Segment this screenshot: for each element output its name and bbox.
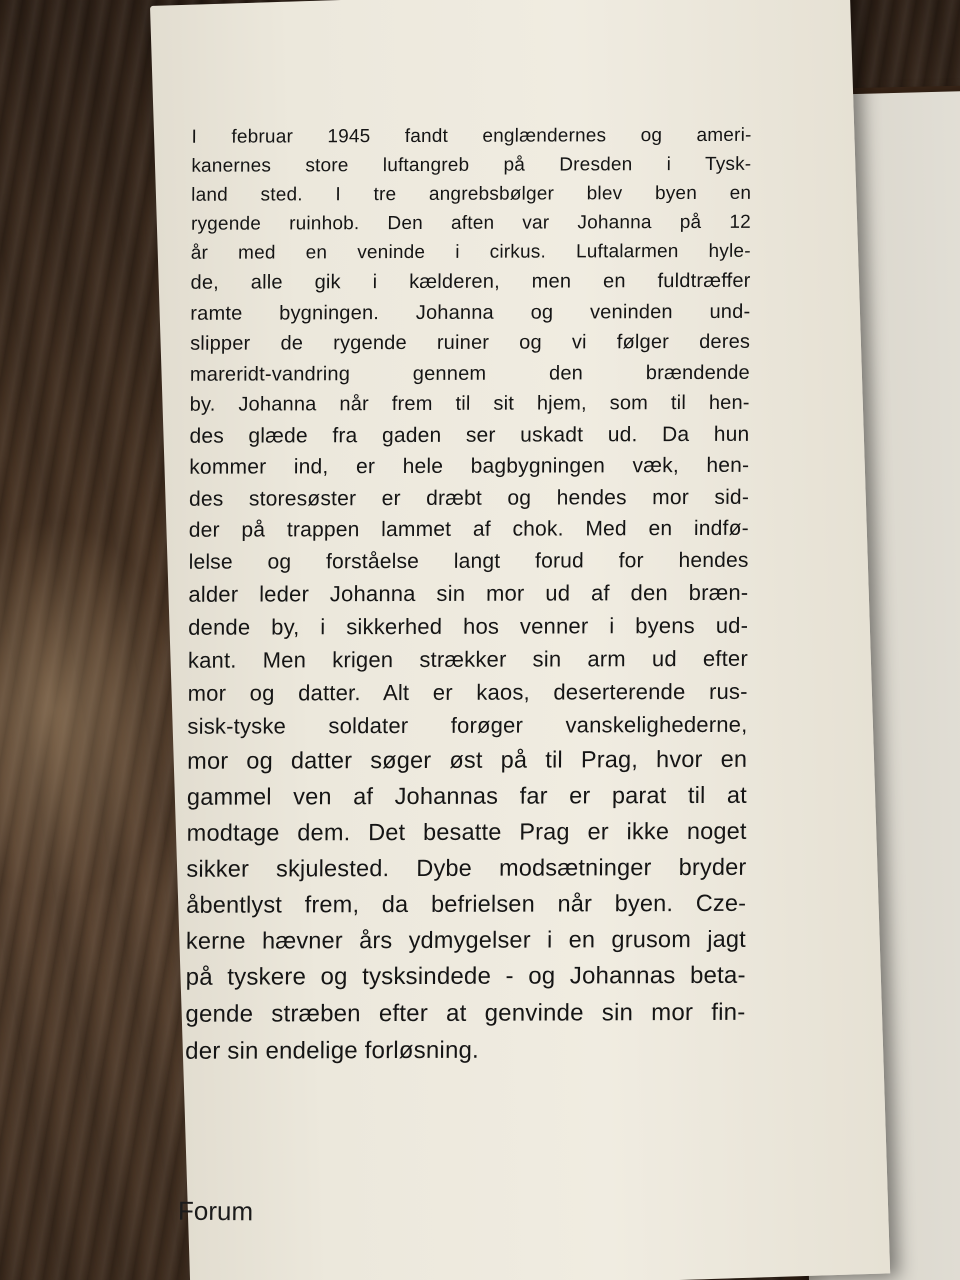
blurb-line: sisk-tyske soldater forøger vanskelighederne, bbox=[187, 711, 748, 739]
blurb-line: land sted. I tre angrebsbølger blev byen en bbox=[191, 182, 752, 206]
blurb-line: der sin endelige forløsning. bbox=[185, 1036, 480, 1065]
blurb-line: mor og datter søger øst på til Prag, hvor en bbox=[187, 745, 748, 774]
blurb-line: de, alle gik i kælderen, men en fuldtræffer bbox=[190, 269, 751, 294]
blurb-line: I februar 1945 fandt englændernes og ameri- bbox=[191, 124, 752, 148]
blurb-line: der på trappen lammet af chok. Med en indfø- bbox=[188, 516, 749, 542]
blurb-line: slipper de rygende ruiner og vi følger deres bbox=[190, 330, 751, 355]
blurb-line: gammel ven af Johannas far er parat til at bbox=[186, 781, 748, 810]
blurb-line: rygende ruinhob. Den aften var Johanna på 12 bbox=[190, 211, 752, 235]
blurb-text bbox=[185, 121, 752, 1070]
blurb-line: kanernes store luftangreb på Dresden i Tysk- bbox=[191, 153, 752, 177]
blurb-line: by. Johanna når frem til sit hjem, som til hen- bbox=[189, 391, 750, 416]
blurb-line: des glæde fra gaden ser uskadt ud. Da hun bbox=[189, 422, 750, 448]
blurb-line: mor og datter. Alt er kaos, deserterende rus- bbox=[187, 678, 748, 706]
blurb-line: kant. Men krigen strækker sin arm ud efter bbox=[187, 645, 749, 673]
blurb-line: ramte bygningen. Johanna og veninden und- bbox=[190, 300, 751, 325]
blurb-line: sikker skjulested. Dybe modsætninger bryder bbox=[186, 853, 747, 882]
blurb-line: des storesøster er dræbt og hendes mor sid- bbox=[188, 485, 750, 511]
blurb-line: på tyskere og tysksindede - og Johannas beta- bbox=[185, 961, 746, 991]
blurb-line: dende by, i sikkerhed hos venner i byens ud- bbox=[188, 612, 749, 640]
blurb-line: lelse og forståelse langt forud for hendes bbox=[188, 548, 749, 574]
desk-surface bbox=[0, 520, 180, 900]
blurb-line: kommer ind, er hele bagbygningen væk, hen- bbox=[189, 453, 750, 479]
publisher-name: Forum bbox=[177, 1195, 254, 1227]
blurb-line: mareridt-vandring gennem den brændende bbox=[189, 361, 751, 386]
blurb-line: år med en veninde i cirkus. Luftalarmen hyle- bbox=[190, 240, 751, 264]
blurb-line: alder leder Johanna sin mor ud af den bræn- bbox=[188, 579, 749, 607]
blurb-line: modtage dem. Det besatte Prag er ikke noget bbox=[186, 817, 747, 846]
blurb-line: åbentlyst frem, da befrielsen når byen. Cze- bbox=[186, 889, 747, 918]
blurb-line: gende stræben efter at genvinde sin mor fin- bbox=[185, 998, 746, 1028]
book-jacket-flap bbox=[150, 0, 890, 1280]
blurb-line: kerne hævner års ydmygelser i en grusom jagt bbox=[185, 925, 747, 954]
